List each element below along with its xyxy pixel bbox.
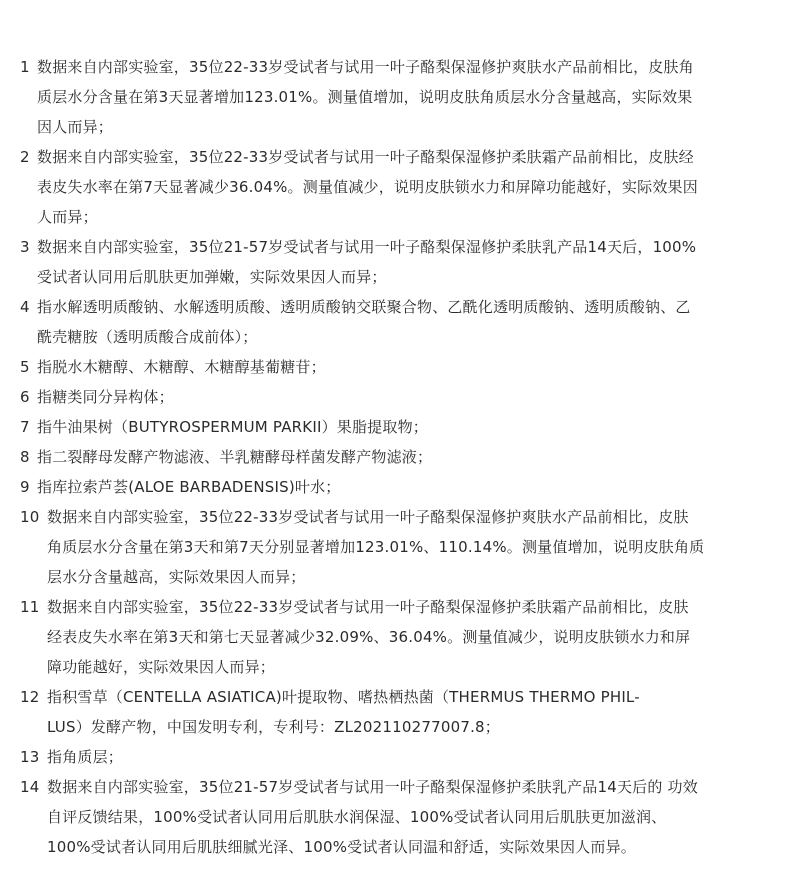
footnote-text-line: 角质层水分含量在第3天和第7天分别显著增加123.01%、110.14%。测量值增加，说明皮肤角质 (47, 538, 705, 556)
footnote-item (20, 772, 772, 862)
footnote-number: 11 (20, 598, 40, 616)
footnote-text-line: 质层水分含量在第3天显著增加123.01%。测量值增加，说明皮肤角质层水分含量越高，实际效果 (37, 88, 693, 106)
footnote-number: 12 (20, 688, 40, 706)
footnote-text-line: 指脱水木糖醇、木糖醇、木糖醇基葡糖苷； (37, 358, 326, 376)
footnote-number: 13 (20, 748, 40, 766)
footnote-number: 1 (20, 58, 30, 76)
footnote-number: 7 (20, 418, 30, 436)
footnote-item (20, 352, 772, 382)
footnote-text-line: 指水解透明质酸钠、水解透明质酸、透明质酸钠交联聚合物、乙酰化透明质酸钠、透明质酸钠、乙 (37, 298, 691, 316)
footnote-text-line: 数据来自内部实验室，35位21-57岁受试者与试用一叶子酪梨保湿修护柔肤乳产品14天后的 功效 (47, 778, 698, 796)
footnote-text-line: 层水分含量越高，实际效果因人而异； (47, 568, 306, 586)
footnote-text-line: 数据来自内部实验室，35位22-33岁受试者与试用一叶子酪梨保湿修护柔肤霜产品前相比，皮肤 (47, 598, 689, 616)
footnote-number: 6 (20, 388, 30, 406)
footnote-number: 3 (20, 238, 30, 256)
footnote-number: 5 (20, 358, 30, 376)
footnote-number: 4 (20, 298, 30, 316)
footnote-item (20, 502, 772, 592)
footnote-text-line: 受试者认同用后肌肤更加弹嫩，实际效果因人而异； (37, 268, 387, 286)
footnote-item (20, 682, 772, 742)
footnote-item (20, 232, 772, 292)
footnote-text-line: 酰壳糖胺（透明质酸合成前体）； (37, 328, 258, 346)
footnote-text-line: LUS）发酵产物，中国发明专利，专利号：ZL202110277007.8； (47, 718, 500, 736)
footnote-text-line: 障功能越好，实际效果因人而异； (47, 658, 276, 676)
footnote-text-line: 100%受试者认同用后肌肤细腻光泽、100%受试者认同温和舒适，实际效果因人而异。 (47, 838, 636, 856)
footnote-text-line: 经表皮失水率在第3天和第七天显著减少32.09%、36.04%。测量值减少，说明皮肤锁水力和屏 (47, 628, 691, 646)
footnote-text-line: 指角质层； (47, 748, 124, 766)
footnote-item (20, 592, 772, 682)
footnote-number: 10 (20, 508, 40, 526)
footnote-text-line: 指二裂酵母发酵产物滤液、半乳糖酵母样菌发酵产物滤液； (37, 448, 433, 466)
footnote-text-line: 指积雪草（CENTELLA ASIATICA)叶提取物、嗜热栖热菌（THERMUS THERMO PHIL- (47, 688, 640, 706)
footnote-list (20, 52, 772, 862)
footnote-item (20, 442, 772, 472)
footnote-item (20, 412, 772, 442)
footnote-text-line: 数据来自内部实验室，35位22-33岁受试者与试用一叶子酪梨保湿修护柔肤霜产品前相比，皮肤经 (37, 148, 694, 166)
footnote-text-line: 因人而异； (37, 118, 114, 136)
footnote-item (20, 52, 772, 142)
footnote-text-line: 表皮失水率在第7天显著减少36.04%。测量值减少，说明皮肤锁水力和屏障功能越好，实际效果因 (37, 178, 698, 196)
footnote-text-line: 指糖类同分异构体； (37, 388, 174, 406)
footnote-item (20, 142, 772, 232)
footnote-text-line: 自评反馈结果，100%受试者认同用后肌肤水润保湿、100%受试者认同用后肌肤更加滋润、 (47, 808, 667, 826)
footnote-number: 14 (20, 778, 40, 796)
footnote-number: 8 (20, 448, 30, 466)
footnote-text-line: 指库拉索芦荟(ALOE BARBADENSIS)叶水； (37, 478, 341, 496)
footnote-number: 9 (20, 478, 30, 496)
footnote-item (20, 292, 772, 352)
footnote-text-line: 数据来自内部实验室，35位21-57岁受试者与试用一叶子酪梨保湿修护柔肤乳产品14天后，100% (37, 238, 697, 256)
footnote-text-line: 数据来自内部实验室，35位22-33岁受试者与试用一叶子酪梨保湿修护爽肤水产品前相比，皮肤角 (37, 58, 694, 76)
footnote-item (20, 742, 772, 772)
footnote-number: 2 (20, 148, 30, 166)
footnote-text-line: 指牛油果树（BUTYROSPERMUM PARKII）果脂提取物； (37, 418, 428, 436)
footnote-item (20, 472, 772, 502)
footnote-text-line: 数据来自内部实验室，35位22-33岁受试者与试用一叶子酪梨保湿修护爽肤水产品前相比，皮肤 (47, 508, 689, 526)
footnote-text-line: 人而异； (37, 208, 98, 226)
footnote-item (20, 382, 772, 412)
